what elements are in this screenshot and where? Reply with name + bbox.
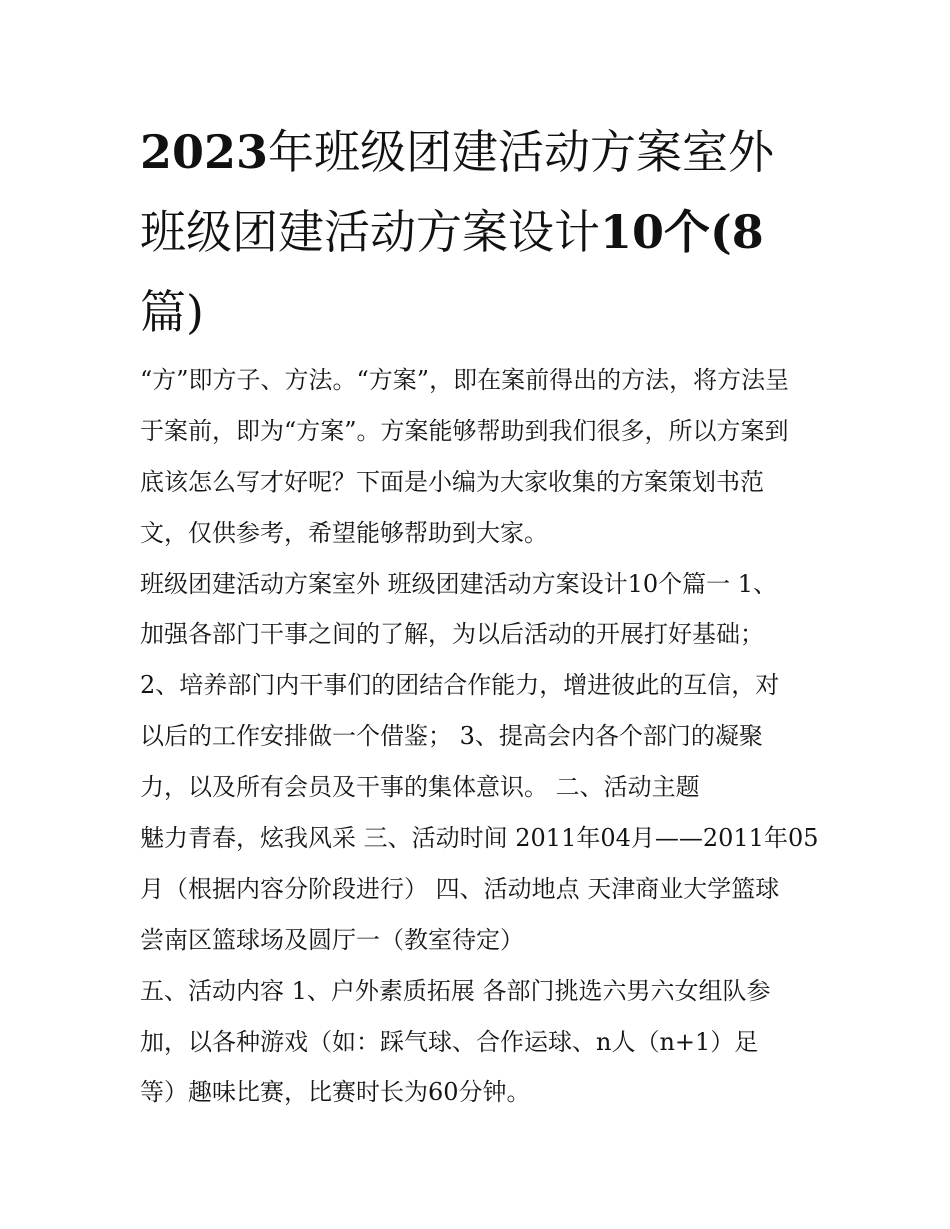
body-line: 力，以及所有会员及干事的集体意识。 二、活动主题 <box>140 773 700 802</box>
title-line-3-text: 篇) <box>140 285 204 339</box>
body-line: 五、活动内容 1、户外素质拓展 各部门挑选六男六女组队参 <box>140 976 771 1005</box>
body-line: 底该怎么写才好呢？下面是小编为大家收集的方案策划书范 <box>140 467 764 496</box>
body-line: 于案前，即为“方案”。方案能够帮助到我们很多，所以方案到 <box>140 416 789 445</box>
body-line: 2、培养部门内干事们的团结合作能力，增进彼此的互信，对 <box>140 671 780 700</box>
body-line: 加，以各种游戏（如：踩气球、合作运球、n人（n+1）足 <box>140 1027 759 1056</box>
title-line-2-suffix: 10个(8 <box>600 205 764 259</box>
body-line: 加强各部门干事之间的了解，为以后活动的开展打好基础； <box>140 620 764 649</box>
title-line-1 <box>140 112 820 192</box>
body-line: 等）趣味比赛，比赛时长为60分钟。 <box>140 1078 531 1107</box>
title-line-2 <box>140 192 820 272</box>
title-line-3 <box>140 272 820 352</box>
page-title <box>140 112 820 352</box>
body-line: 班级团建活动方案室外 班级团建活动方案设计10个篇一 1、 <box>140 569 778 598</box>
body-line: “方”即方子、方法。“方案”，即在案前得出的方法，将方法呈 <box>140 366 790 394</box>
body-line: 月（根据内容分阶段进行） 四、活动地点 天津商业大学篮球 <box>140 874 780 903</box>
body-line: 魅力青春，炫我风采 三、活动时间 2011年04月——2011年05 <box>140 824 819 853</box>
body-text <box>140 355 830 1118</box>
title-line-2-text: 班级团建活动方案设计 <box>140 205 600 259</box>
body-line: 尝南区篮球场及圆厅一（教室待定） <box>140 925 524 954</box>
body-line: 文，仅供参考，希望能够帮助到大家。 <box>140 518 548 547</box>
body-line: 以后的工作安排做一个借鉴； 3、提高会内各个部门的凝聚 <box>140 722 763 751</box>
title-line-1-text: 年班级团建活动方案室外 <box>268 125 775 179</box>
title-line-1-number: 2023 <box>140 125 269 179</box>
